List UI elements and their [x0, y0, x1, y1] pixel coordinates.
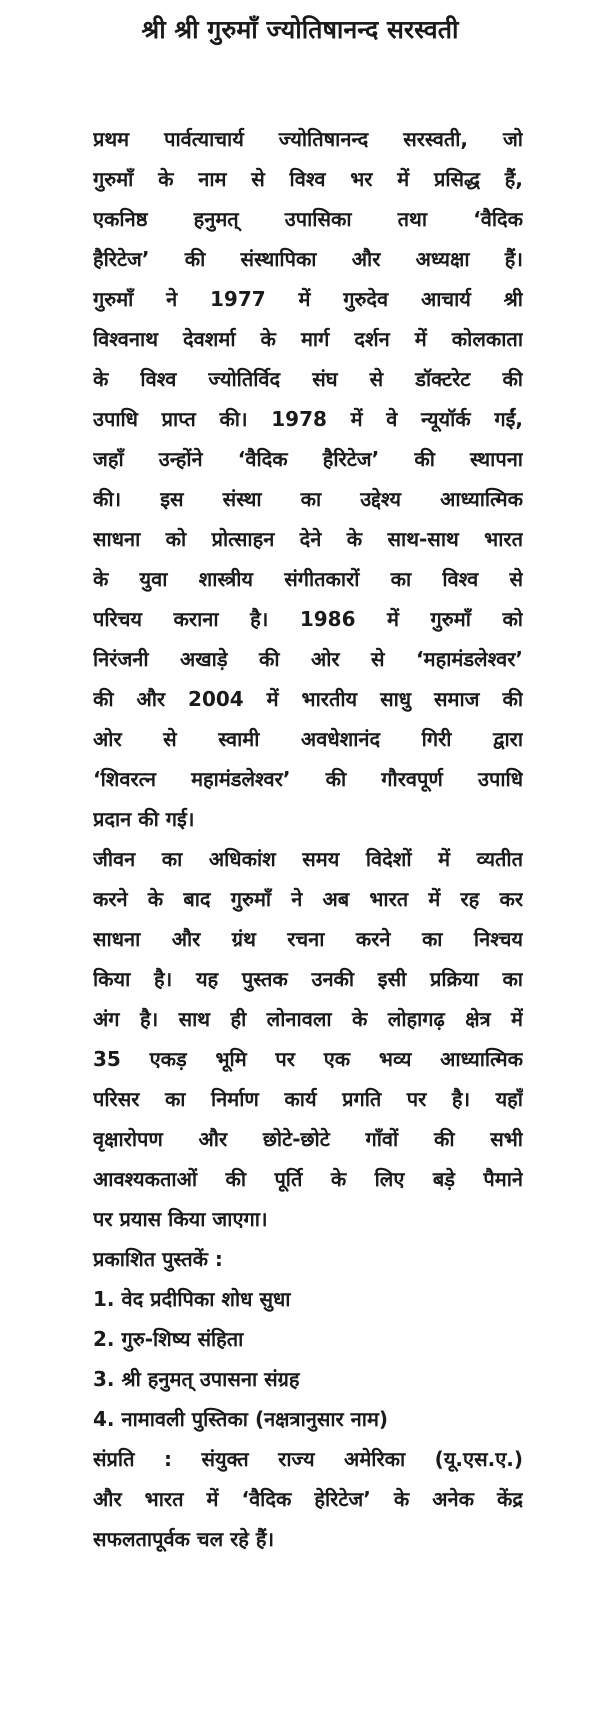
text-line: परिचय कराना है। 1986 में गुरुमाँ को — [93, 607, 523, 631]
text-line: उपाधि प्राप्त की। 1978 में वे न्यूयॉर्क गईं, — [93, 407, 523, 431]
text-line: करने के बाद गुरुमाँ ने अब भारत में रह कर — [93, 887, 523, 911]
text-line: के युवा शास्त्रीय संगीतकारों का विश्व से — [93, 567, 523, 591]
text-line: वृक्षारोपण और छोटे-छोटे गाँवों की सभी — [93, 1127, 523, 1151]
text-line: सफलतापूर्वक चल रहे हैं। — [93, 1527, 275, 1551]
publications-list — [93, 1279, 523, 1439]
text-line: गुरुमाँ ने 1977 में गुरुदेव आचार्य श्री — [93, 287, 523, 311]
text-line: ओर से स्वामी अवधेशानंद गिरी द्वारा — [93, 727, 523, 751]
text-line: की और 2004 में भारतीय साधु समाज की — [93, 687, 523, 711]
text-line: के विश्व ज्योतिर्विद संघ से डॉक्टरेट की — [93, 367, 523, 391]
text-line: गुरुमाँ के नाम से विश्व भर में प्रसिद्ध हैं, — [93, 167, 523, 191]
text-line: निरंजनी अखाड़े की ओर से ‘महामंडलेश्वर’ — [93, 647, 523, 671]
text-line: किया है। यह पुस्तक उनकी इसी प्रक्रिया का — [93, 967, 523, 991]
text-line: जहाँ उन्होंने ‘वैदिक हैरिटेज’ की स्थापना — [93, 447, 523, 471]
text-line: आवश्यकताओं की पूर्ति के लिए बड़े पैमाने — [93, 1167, 523, 1191]
text-line: एकनिष्ठ हनुमत् उपासिका तथा ‘वैदिक — [93, 207, 523, 231]
text-line: साधना को प्रोत्साहन देने के साथ-साथ भारत — [93, 527, 523, 551]
text-line: जीवन का अधिकांश समय विदेशों में व्यतीत — [93, 847, 523, 871]
text-line: पर प्रयास किया जाएगा। — [93, 1207, 268, 1231]
text-line: की। इस संस्था का उद्देश्य आध्यात्मिक — [93, 487, 523, 511]
text-line: प्रदान की गई। — [93, 807, 195, 831]
current-status-paragraph — [93, 1439, 523, 1559]
text-line: संप्रति : संयुक्त राज्य अमेरिका (यू.एस.ए.) — [93, 1447, 523, 1471]
text-line: साधना और ग्रंथ रचना करने का निश्चय — [93, 927, 523, 951]
biography-text — [93, 119, 523, 1559]
publication-item: 1. वेद प्रदीपिका शोध सुधा — [93, 1287, 291, 1311]
text-line: हैरिटेज’ की संस्थापिका और अध्यक्षा हैं। — [93, 247, 523, 271]
text-line: विश्वनाथ देवशर्मा के मार्ग दर्शन में कोलकाता — [93, 327, 523, 351]
text-line: प्रथम पार्वत्याचार्य ज्योतिषानन्द सरस्वती, जो — [93, 127, 523, 151]
publication-item: 2. गुरु-शिष्य संहिता — [93, 1327, 244, 1351]
text-line: परिसर का निर्माण कार्य प्रगति पर है। यहाँ — [93, 1087, 523, 1111]
publications-heading: प्रकाशित पुस्तकें : — [93, 1247, 223, 1271]
publication-item: 3. श्री हनुमत् उपासना संग्रह — [93, 1367, 300, 1391]
biography-paragraph-1 — [93, 119, 523, 839]
biography-paragraph-2 — [93, 839, 523, 1239]
text-line: अंग है। साथ ही लोनावला के लोहागढ़ क्षेत्र में — [93, 1007, 523, 1031]
page-title: श्री श्री गुरुमाँ ज्योतिषानन्द सरस्वती — [141, 15, 459, 44]
text-line: ‘शिवरत्न महामंडलेश्वर’ की गौरवपूर्ण उपाधि — [93, 767, 523, 791]
text-line: 35 एकड़ भूमि पर एक भव्य आध्यात्मिक — [93, 1047, 523, 1071]
text-line: और भारत में ‘वैदिक हेरिटेज’ के अनेक केंद्र — [93, 1487, 523, 1511]
publication-item: 4. नामावली पुस्तिका (नक्षत्रानुसार नाम) — [93, 1407, 389, 1431]
